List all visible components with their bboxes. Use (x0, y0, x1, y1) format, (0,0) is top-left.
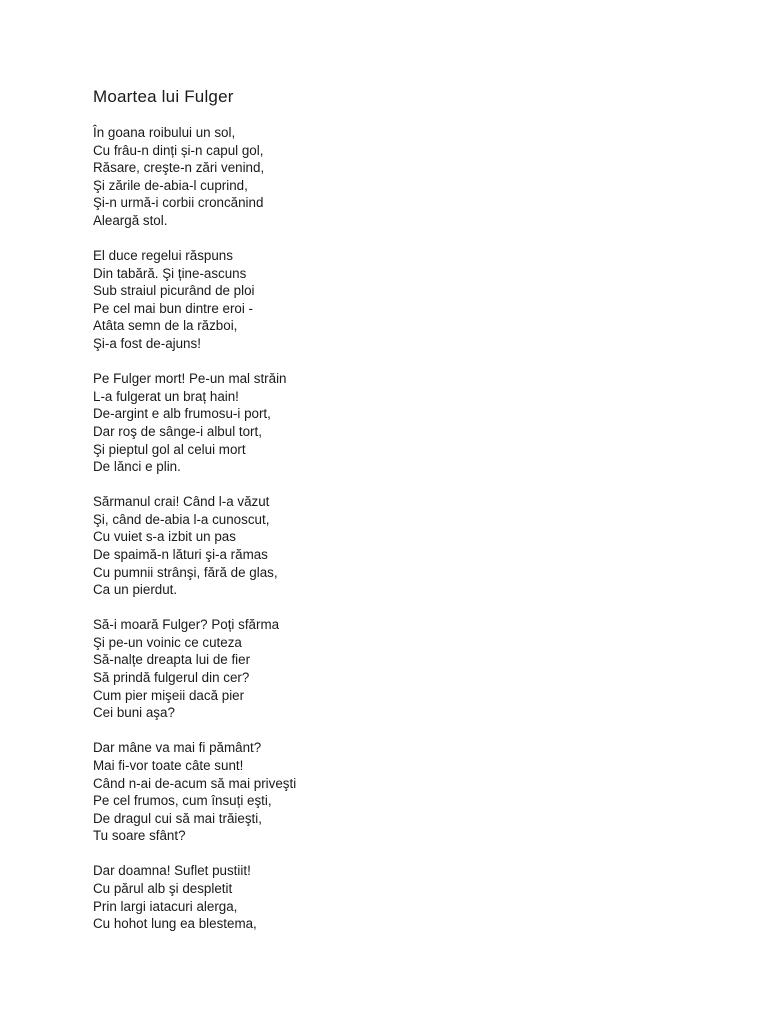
verse-line: Cu hohot lung ea blestema, (93, 916, 257, 932)
verse-line: Atâta semn de la război, (93, 318, 238, 334)
stanza (93, 247, 693, 353)
verse-line: Din tabără. Şi ține-ascuns (93, 265, 247, 281)
verse-line: Cum pier mişeii dacă pier (93, 687, 245, 703)
verse-line: Să-nalțe dreapta lui de fier (93, 652, 251, 668)
verse-line: Cei buni aşa? (93, 705, 175, 721)
verse-line: Şi pe-un voinic ce cuteza (93, 634, 242, 650)
verse-line: Ca un pierdut. (93, 582, 178, 598)
verse-line: Pe cel frumos, cum însuți eşti, (93, 793, 272, 809)
verse-line: Cu frâu-n dinți și-n capul gol, (93, 142, 264, 158)
verse-line: Răsare, creşte-n zări venind, (93, 160, 265, 176)
verse-line: Dar roş de sânge-i albul tort, (93, 423, 262, 439)
verse-line: De lănci e plin. (93, 459, 181, 475)
verse-line: De-argint e alb frumosu-i port, (93, 406, 271, 422)
stanza (93, 862, 693, 932)
verse-line: Cu vuiet s-a izbit un pas (93, 529, 236, 545)
verse-line: Dar mâne va mai fi pământ? (93, 740, 262, 756)
verse-line: Pe cel mai bun dintre eroi - (93, 300, 254, 316)
stanza (93, 124, 693, 230)
verse-line: Şi pieptul gol al celui mort (93, 441, 246, 457)
verse-line: Dar doamna! Suflet pustiit! (93, 863, 251, 879)
verse-line: Tu soare sfânt? (93, 828, 186, 844)
stanza (93, 370, 693, 476)
verse-line: De spaimă-n lături şi-a rămas (93, 546, 268, 562)
verse-line: Şi zările de-abia-l cuprind, (93, 177, 248, 193)
verse-line: Când n-ai de-acum să mai priveşti (93, 775, 297, 791)
verse-line: De dragul cui să mai trăieşti, (93, 810, 262, 826)
verse-line: Şi-n urmă-i corbii croncănind (93, 195, 264, 211)
verse-line: Prin largi iatacuri alerga, (93, 898, 238, 914)
verse-line: Sărmanul crai! Când l-a văzut (93, 494, 270, 510)
verse-line: Cu părul alb şi despletit (93, 880, 233, 896)
stanza (93, 493, 693, 599)
verse-line: Aleargă stol. (93, 212, 168, 228)
verse-line: Pe Fulger mort! Pe-un mal străin (93, 371, 287, 387)
stanza (93, 739, 693, 845)
verse-line: Şi, când de-abia l-a cunoscut, (93, 511, 270, 527)
verse-line: Cu pumnii strânşi, fără de glas, (93, 564, 278, 580)
poem-title: Moartea lui Fulger (93, 87, 234, 106)
poem-body (93, 124, 693, 950)
verse-line: El duce regelui răspuns (93, 248, 233, 264)
verse-line: Să-i moară Fulger? Poți sfărma (93, 617, 280, 633)
verse-line: Mai fi-vor toate câte sunt! (93, 757, 244, 773)
verse-line: L-a fulgerat un braț hain! (93, 388, 239, 404)
stanza (93, 616, 693, 722)
verse-line: În goana roibului un sol, (93, 125, 236, 140)
verse-line: Sub straiul picurând de ploi (93, 283, 255, 299)
verse-line: Să prindă fulgerul din cer? (93, 670, 250, 686)
verse-line: Şi-a fost de-ajuns! (93, 336, 201, 352)
